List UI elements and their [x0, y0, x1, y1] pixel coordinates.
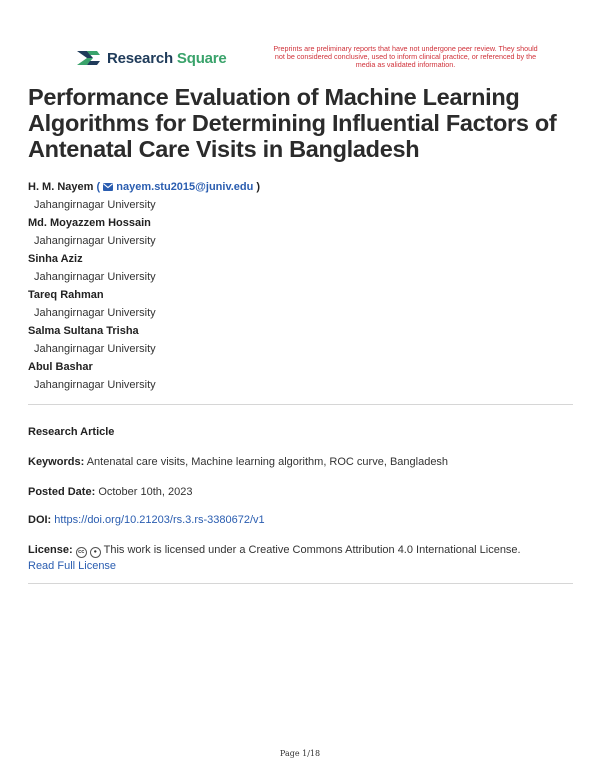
- license-text: This work is licensed under a Creative Commons Attribution 4.0 International License.: [103, 544, 521, 556]
- article-type: Research Article: [28, 426, 115, 438]
- author-email-link[interactable]: ( nayem.stu2015@juniv.edu ): [96, 181, 261, 193]
- author-name: Abul Bashar: [28, 361, 93, 373]
- doi-label: DOI:: [28, 514, 52, 526]
- author-affiliation: Jahangirnagar University: [34, 271, 156, 283]
- author-name: Tareq Rahman: [28, 289, 104, 301]
- author-affiliation: Jahangirnagar University: [34, 199, 156, 211]
- author-name: H. M. Nayem: [28, 181, 94, 193]
- keywords-line: [28, 455, 448, 469]
- author-entry: [28, 361, 568, 397]
- page-number: Page 1/18: [279, 749, 321, 758]
- attribution-icon: ●: [90, 547, 101, 558]
- author-affiliation: Jahangirnagar University: [34, 235, 156, 247]
- author-affiliation: Jahangirnagar University: [34, 343, 156, 355]
- read-full-license-link[interactable]: Read Full License: [28, 560, 117, 572]
- keywords-label: Keywords:: [28, 456, 85, 468]
- author-list: [28, 181, 568, 397]
- section-divider: [28, 404, 573, 405]
- doi-link[interactable]: https://doi.org/10.21203/rs.3.rs-3380672/v1: [54, 514, 265, 526]
- section-divider: [28, 583, 573, 584]
- author-entry: [28, 217, 568, 253]
- research-square-mark-icon: [75, 47, 101, 69]
- posted-date-line: [28, 485, 193, 499]
- author-name: Salma Sultana Trisha: [28, 325, 139, 337]
- posted-date-value: October 10th, 2023: [98, 486, 193, 498]
- author-affiliation: Jahangirnagar University: [34, 307, 156, 319]
- license-line: [28, 543, 521, 558]
- keywords-value: Antenatal care visits, Machine learning algorithm, ROC curve, Bangladesh: [86, 456, 449, 468]
- preprint-disclaimer: Preprints are preliminary reports that have not undergone peer review. They should not be considered conclusive, used to inform clinical practice, or referenced by the media as validated information.: [273, 44, 538, 70]
- read-full-license-line: [28, 559, 116, 573]
- author-entry: [28, 253, 568, 289]
- paper-title: Performance Evaluation of Machine Learning Algorithms for Determining Influential Factors of Antenatal Care Visits in Bangladesh: [28, 84, 557, 162]
- author-name: Md. Moyazzem Hossain: [28, 217, 151, 229]
- author-entry: [28, 325, 568, 361]
- envelope-icon: [103, 183, 113, 191]
- research-square-logo[interactable]: [75, 47, 227, 69]
- posted-date-label: Posted Date:: [28, 486, 96, 498]
- author-name: Sinha Aziz: [28, 253, 83, 265]
- creative-commons-icon: cc: [76, 547, 87, 558]
- author-entry: [28, 289, 568, 325]
- brand-name: Research Square: [107, 49, 227, 67]
- doi-line: [28, 513, 265, 527]
- license-label: License:: [28, 544, 73, 556]
- author-entry: [28, 181, 568, 217]
- author-affiliation: Jahangirnagar University: [34, 379, 156, 391]
